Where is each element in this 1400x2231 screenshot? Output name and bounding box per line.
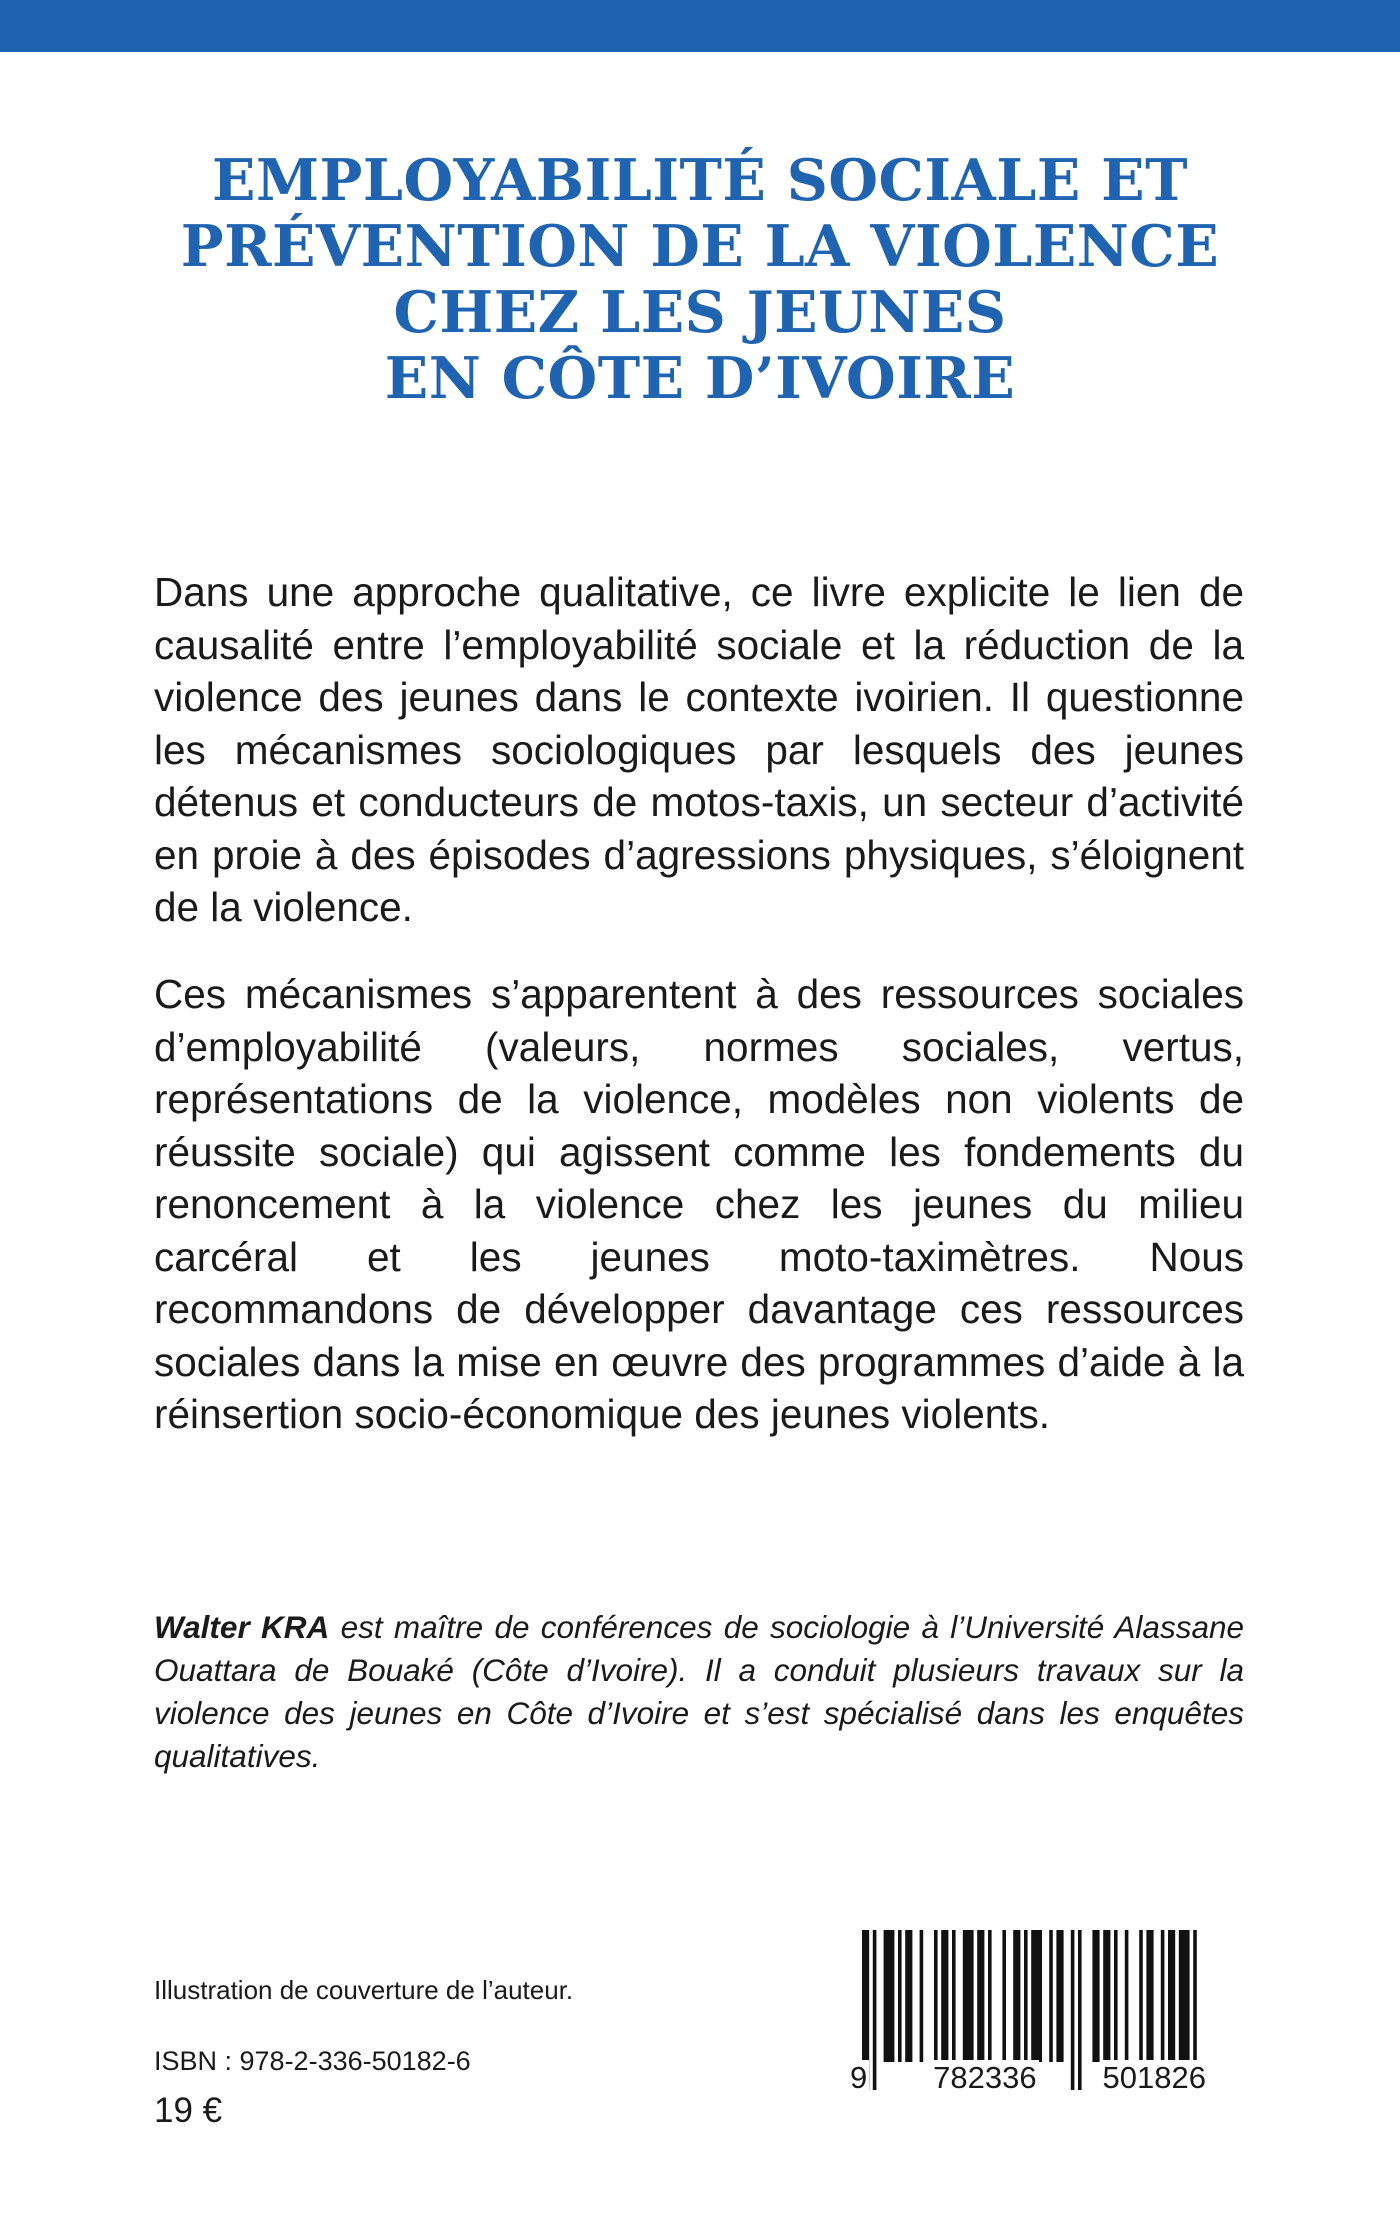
barcode-bar bbox=[977, 1930, 984, 2062]
barcode-bar bbox=[884, 1930, 895, 2062]
barcode-bar bbox=[1193, 1930, 1197, 2062]
barcode-bar bbox=[1161, 1930, 1165, 2062]
barcode-bar bbox=[1013, 1930, 1020, 2062]
barcode-bar bbox=[920, 1930, 924, 2062]
barcode-bar bbox=[988, 1930, 992, 2062]
title-line-1: EMPLOYABILITÉ SOCIALE ET bbox=[212, 147, 1188, 214]
barcode-bar bbox=[1179, 1930, 1190, 2062]
isbn: ISBN : 978-2-336-50182-6 bbox=[154, 2046, 471, 2076]
barcode-bar bbox=[1125, 1930, 1129, 2062]
barcode-bar bbox=[1114, 1930, 1118, 2062]
book-title bbox=[100, 148, 1300, 412]
barcode-bar bbox=[963, 1930, 974, 2062]
barcode-bar bbox=[905, 1930, 912, 2062]
title-line-4: EN CÔTE D’IVOIRE bbox=[384, 345, 1016, 412]
barcode-bar bbox=[898, 1930, 902, 2062]
barcode-digit-group-1: 782336 bbox=[933, 2060, 1037, 2095]
summary-paragraph-1 bbox=[154, 566, 1244, 934]
barcode-bar bbox=[1024, 1930, 1028, 2062]
top-color-band bbox=[0, 0, 1400, 52]
barcode-bar bbox=[1146, 1930, 1153, 2062]
barcode-bar bbox=[1031, 1930, 1042, 2062]
barcode-bar bbox=[934, 1930, 938, 2062]
author-bio bbox=[154, 1606, 1244, 1778]
barcode-bar bbox=[1103, 1930, 1110, 2062]
summary-text-2: Ces mécanismes s’apparentent à des ressources sociales d’employabilité (valeurs, normes sociales, vertus, représentations de la violence, modèles non violents de réussite sociale) qui agissent comme les fondements du renoncement à la violence chez les jeunes du milieu carcéral et les jeunes moto-taximètres. Nous recommandons de développer davantage ces ressources sociales dans la mise en œuvre des programmes d’aide à la réinsertion socio-économique des jeunes violents. bbox=[154, 971, 1244, 1437]
barcode-digits bbox=[848, 2060, 1208, 2096]
author-name: Walter KRA bbox=[154, 1609, 330, 1645]
summary-paragraph-2 bbox=[154, 968, 1244, 1441]
barcode-digit-lead: 9 bbox=[850, 2060, 868, 2095]
barcode-bar bbox=[1092, 1930, 1099, 2062]
author-bio-text: est maître de conférences de sociologie à l’Université Alassane Ouattara de Bouaké (Côte d’Ivoire). Il a conduit plusieurs travaux sur la violence des jeunes en Côte d’Ivoire et s’est spécialisé dans les enquêtes qualitatives. bbox=[154, 1609, 1244, 1774]
title-line-2: PRÉVENTION DE LA VIOLENCE bbox=[180, 213, 1220, 280]
barcode-bar bbox=[1049, 1930, 1053, 2062]
illustration-credit: Illustration de couverture de l’auteur. bbox=[154, 1975, 574, 2005]
barcode-bar bbox=[1139, 1930, 1143, 2062]
barcode-bar bbox=[941, 1930, 948, 2062]
barcode-bar bbox=[952, 1930, 956, 2062]
barcode-bar bbox=[1056, 1930, 1063, 2062]
barcode-bar bbox=[1168, 1930, 1175, 2062]
summary-text-1: Dans une approche qualitative, ce livre explicite le lien de causalité entre l’employabilité sociale et la réduction de la violence des jeunes dans le contexte ivoirien. Il questionne les mécanismes sociologiques par lesquels des jeunes détenus et conducteurs de motos-taxis, un secteur d’activité en proie à des épisodes d’agressions physiques, s’éloignent de la violence. bbox=[154, 569, 1244, 930]
barcode-bar bbox=[1002, 1930, 1006, 2062]
title-line-3: CHEZ LES JEUNES bbox=[393, 279, 1007, 346]
price: 19 € bbox=[154, 2091, 223, 2130]
barcode-digit-group-2: 501826 bbox=[1102, 2060, 1206, 2095]
